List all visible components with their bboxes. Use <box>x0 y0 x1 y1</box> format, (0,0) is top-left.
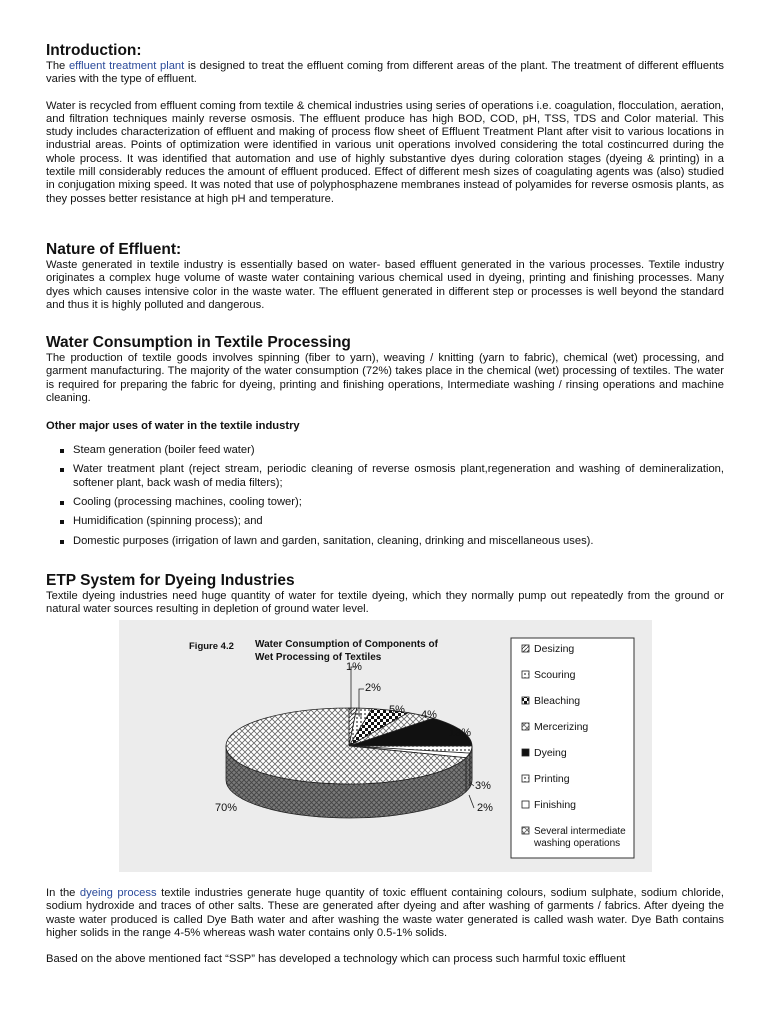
pie-slice-side <box>466 753 470 792</box>
figure-label: Figure 4.2 <box>189 641 234 652</box>
water-consumption-section <box>46 334 724 554</box>
figure-water-consumption <box>119 620 652 872</box>
dyeing-section <box>46 887 724 966</box>
legend-swatch <box>522 801 529 808</box>
list-item: Cooling (processing machines, cooling tower); <box>73 496 724 509</box>
legend-swatch <box>522 827 529 834</box>
legend-label: Printing <box>534 773 570 785</box>
legend-swatch <box>522 645 529 652</box>
data-label: 13% <box>449 727 472 739</box>
pie-slices <box>226 708 472 818</box>
water-consumption-heading: Water Consumption in Textile Processing <box>46 334 351 351</box>
leader-line <box>351 667 362 714</box>
nature-heading: Nature of Effluent: <box>46 241 182 258</box>
list-item: Steam generation (boiler feed water) <box>73 444 724 457</box>
etp-paragraph: Textile dyeing industries need huge quantity of water for textile dyeing, which they normally pump out repeatedly from the ground or natural water sources resulting in depletion of ground water level. <box>46 590 724 616</box>
legend-label: Finishing <box>534 799 577 811</box>
data-label: 5% <box>389 704 405 716</box>
dyeing-paragraph-2: Based on the above mentioned fact “SSP” has developed a technology which can process such harmful toxic effluent <box>46 953 626 966</box>
data-label: 2% <box>365 682 381 694</box>
nature-paragraph: Waste generated in textile industry is essentially based on water- based effluent generated in the various processes. Textile industry originates a complex huge volume of waste water containing various chemical used in dyeing, printing and finishing processes. Many dyes which causes intensive color in the waste water. The effluent generated in different step or processes is well beyond the standard and thus it is highly polluted and dangerous. <box>46 259 724 311</box>
legend-swatch <box>522 697 529 704</box>
list-item: Humidification (spinning process); and <box>73 515 724 528</box>
legend-swatch <box>522 775 529 782</box>
dye-text-post: textile industries generate huge quantity of toxic effluent containing colours, sodium sulphate, sodium chloride, sodium hydroxide and traces of other salts. These are generated after dyeing and after washing of garments / fabrics. After dyeing the waste water produced is called Dye Bath water and after washing the waste water generated is called wash water. Dye Bath contains higher solids in the range 4-5% whereas wash water contains only 0.5-1% solids. <box>46 887 725 939</box>
legend-label: Scouring <box>534 669 576 681</box>
legend-label: Several intermediate <box>534 826 626 837</box>
intro-text-pre: The <box>46 60 69 72</box>
data-label: 1% <box>346 661 362 673</box>
pie-chart <box>119 620 652 872</box>
water-uses-list <box>46 444 724 548</box>
nature-section <box>46 241 724 312</box>
data-label: 3% <box>475 780 491 792</box>
introduction-heading: Introduction: <box>46 42 142 59</box>
legend-label: Bleaching <box>534 695 581 707</box>
introduction-paragraph-2: Water is recycled from effluent coming from textile & chemical industries using series of operations i.e. coagulation, flocculation, aeration, and filtration techniques mainly reverse osmosis. The effluent produce has high BOD, COD, pH, TSS, TDS and Color material. This study includes characterization of effluent and making of process flow sheet of Effluent Treatment Plant after visit to various locations in industrial areas. Points of optimization were identified in various unit operations involved considering the total costincurred during the whole process. It was identified that automation and use of highly substantive dyes during coloration stages (dyeing & printing) in a textile mill considerably reduces the amount of effluent produced. Effect of different mesh sizes of coagulating agents was (also) studied in conjugation mixing speed. It was noted that use of polyphosphazene membranes instead of polyamides for reverse osmosis plants, as they posses better resistance at high pH and temperature. <box>46 99 724 205</box>
dyeing-process-link[interactable]: dyeing process <box>79 887 157 899</box>
introduction-paragraph-1 <box>46 60 724 87</box>
legend-label: Dyeing <box>534 747 567 759</box>
water-consumption-paragraph: The production of textile goods involves spinning (fiber to yarn), weaving / knitting (yarn to fabric), chemical (wet) processing, and garment manufacturing. The majority of the water consumption (72%) takes place in the chemical (wet) processing of textiles. The water is required for preparing the fabric for dyeing, printing and finishing operations, Intermediate washing / rinsing operations and machine cleaning. <box>46 352 724 404</box>
legend-label: washing operations <box>534 838 621 849</box>
intro-text-post: is designed to treat the effluent coming from different areas of the plant. The treatment of different effluents varies with the type of effluent. <box>46 60 725 86</box>
chart-title-line-1: Water Consumption of Components of <box>255 639 438 650</box>
legend-swatch <box>522 749 529 756</box>
etp-heading: ETP System for Dyeing Industries <box>46 572 295 589</box>
legend-label: Desizing <box>534 643 575 655</box>
effluent-treatment-plant-link[interactable]: effluent treatment plant <box>68 60 185 72</box>
legend-label: Mercerizing <box>534 721 589 733</box>
data-label: 70% <box>215 802 238 814</box>
data-label: 4% <box>421 709 437 721</box>
introduction-section <box>46 42 724 206</box>
chart-title-line-2: Wet Processing of Textiles <box>255 652 382 663</box>
list-item: Water treatment plant (reject stream, periodic cleaning of reverse osmosis plant,regeneration and washing of demineralization, softener plant, back wash of media filters); <box>73 463 724 489</box>
dyeing-paragraph-1 <box>46 887 724 940</box>
legend-swatch <box>522 671 529 678</box>
leader-line <box>469 795 474 808</box>
list-item: Domestic purposes (irrigation of lawn and garden, sanitation, cleaning, drinking and miscellaneous uses). <box>73 535 724 548</box>
data-label: 2% <box>477 802 493 814</box>
dye-text-pre: In the <box>46 887 80 899</box>
other-uses-subheading: Other major uses of water in the textile industry <box>46 420 300 433</box>
legend-swatch <box>522 723 529 730</box>
etp-section <box>46 572 724 617</box>
